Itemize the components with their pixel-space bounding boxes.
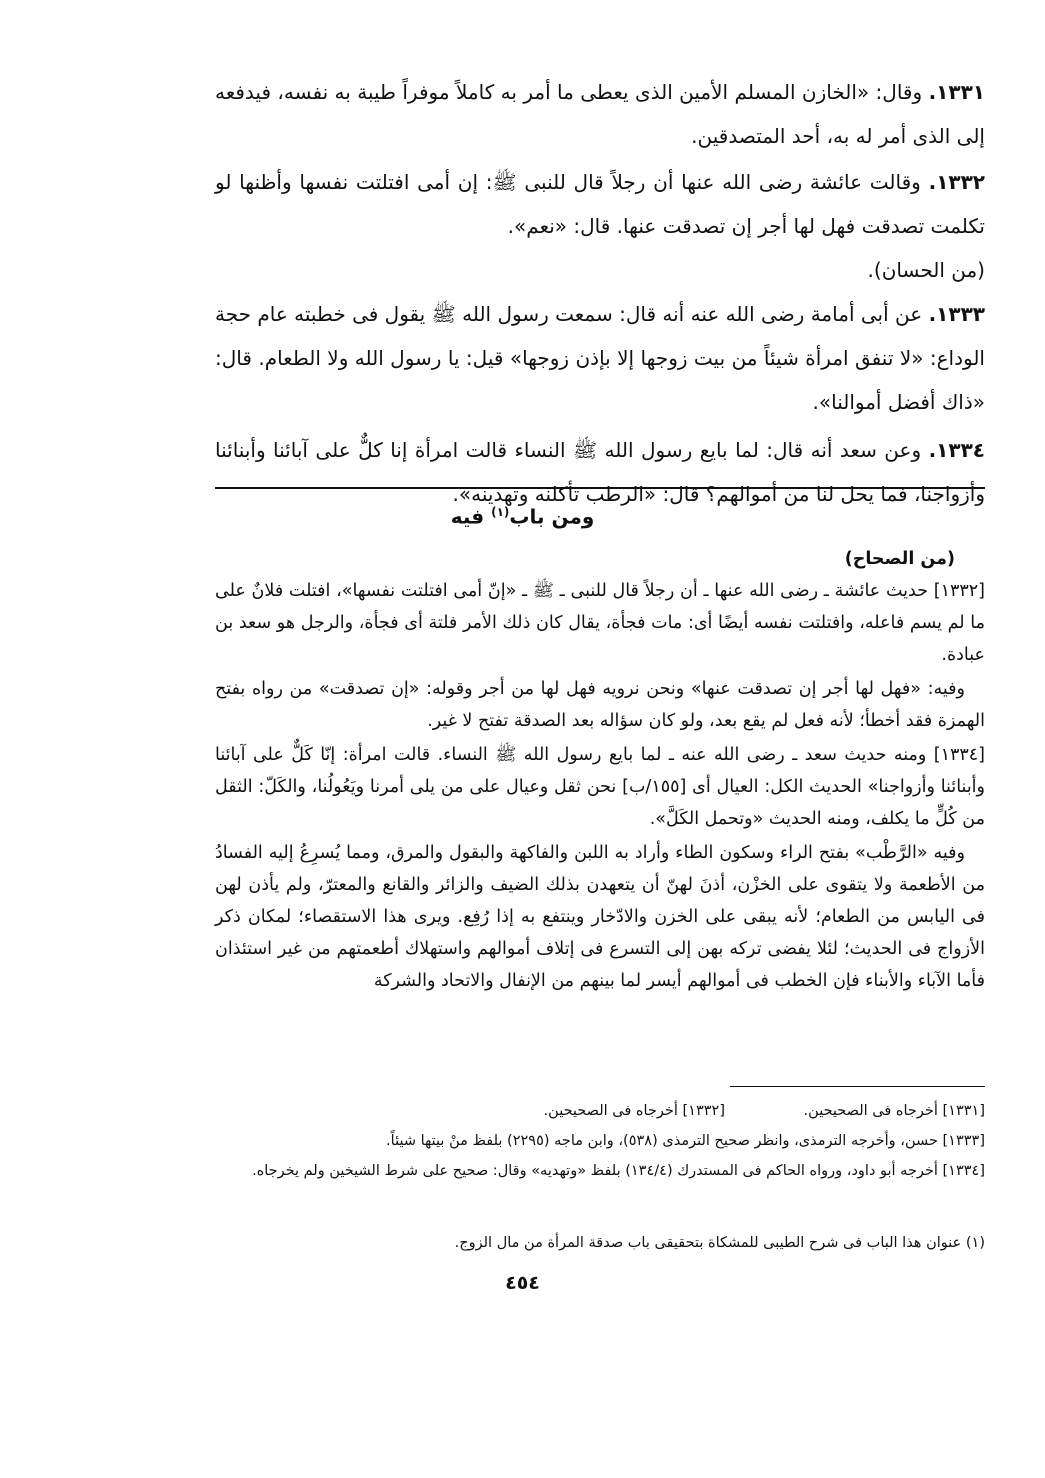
- hadith-1332: [215, 160, 985, 248]
- footnote-1334: [١٣٣٤] أخرجه أبو داود، ورواه الحاكم فى المستدرك (١٣٤/٤) بلفظ «وتهديه» وقال: صحيح على شرط الشيخين ولم يخرجاه.: [252, 1163, 985, 1179]
- hadith-number: ١٣٣١.: [928, 80, 985, 104]
- section-title: [0, 492, 1045, 537]
- footnote-1333: [١٣٣٣] حسن، وأخرجه الترمذى، وانظر صحيح الترمذى (٥٣٨)، وابن ماجه (٢٢٩٥) بلفظ منْ بيتها شيئاً.: [386, 1133, 985, 1149]
- hadith-number: ١٣٣٢.: [928, 170, 986, 194]
- section-title-text: ومن باب: [509, 504, 595, 529]
- footnote-marker: (١): [491, 505, 510, 519]
- hadith-1331: [215, 70, 985, 158]
- hadith-text: وقالت عائشة رضى الله عنها أن رجلاً قال للنبى ﷺ: إن أمى افتلتت نفسها وأظنها لو تكلمت تصدقت فهل لها أجر إن تصدقت عنها. قال: «نعم».: [215, 170, 985, 238]
- hadith-text: عن أبى أمامة رضى الله عنه أنه قال: سمعت رسول الله ﷺ يقول فى خطبته عام حجة الوداع: «لا تنفق امرأة شيئاً من بيت زوجها إلا بإذن زوجها» قيل: يا رسول الله ولا الطعام. قال: «ذاك أفضل أموالنا».: [215, 302, 985, 414]
- footnote-1332: [١٣٣٢] أخرجاه فى الصحيحين.: [543, 1103, 725, 1119]
- footnote-note-1: (١) عنوان هذا الباب فى شرح الطيبى للمشكاة بتحقيقى باب صدقة المرأة من مال الزوج.: [454, 1235, 985, 1251]
- hadith-section: [215, 70, 985, 516]
- footnote-divider: [730, 1086, 985, 1087]
- section-divider: [215, 487, 985, 489]
- commentary-paragraph: [١٣٣٢] حديث عائشة ـ رضى الله عنها ـ أن رجلاً قال للنبى ـ ﷺ ـ «إنّ أمى افتلتت نفسها»، افتلت فلانٌ على ما لم يسم فاعله، وافتلتت نفسه أيضًا أى: مات فجأة، يقال كان ذلك الأمر فلتة أى فجأة، والرجل هو سعد بن عبادة.: [215, 581, 985, 665]
- commentary-paragraph: [١٣٣٤] ومنه حديث سعد ـ رضى الله عنه ـ لما بايع رسول الله ﷺ النساء. قالت امرأة: إنّا كَلٌّ على آبائنا وأبنائنا وأزواجنا» الحديث الكل: العيال أى [١٥٥/ب] نحن ثقل وعيال على من يلى أمرنا ويَعُولُنا، والكَلّ: الثقل من كُلٍّ ما يكلف، ومنه الحديث «وتحمل الكَلَّ».: [215, 745, 985, 829]
- hadith-grade: (من الحسان).: [867, 258, 985, 282]
- page-number: ٤٥٤: [505, 1272, 540, 1294]
- commentary-source: (من الصحاح): [844, 549, 955, 569]
- hadith-number: ١٣٣٤.: [928, 438, 985, 462]
- footnote-row: [215, 1097, 985, 1125]
- hadith-1333: [215, 292, 985, 424]
- hadith-text: وعن سعد أنه قال: لما بايع رسول الله ﷺ النساء قالت امرأة إنا كلٌّ على آبائنا وأبنائنا وأزواجنا، فما يحل لنا من أموالهم؟ قال: «الرطب تأكلنه وتهدينه».: [215, 438, 985, 506]
- commentary-section: [215, 543, 985, 997]
- commentary-paragraph: وفيه «الرَّطْب» بفتح الراء وسكون الطاء وأراد به اللبن والفاكهة والبقول والمرق، ومما يُسرِعُ إليه الفسادُ من الأطعمة ولا يتقوى على الخزْن، أذنَ لهنّ أن يتعهدن بذلك الضيف والزائر والقانع والمعترّ، ولم يأذن لهن فى اليابس من الطعام؛ لأنه يبقى على الخزن والادّخار وينتفع به إذا رُفِع. ويرى هذا الاستقصاء؛ لمكان ذكر الأزواج فى الحديث؛ لئلا يفضى تركه بهن إلى التسرع فى إتلاف أموالهم واستهلاك أطعمتهم من غير استئذان فأما الآباء والأبناء فإن الخطب فى أموالهم أيسر لما بينهم من الإنفال والاتحاد والشركة: [215, 843, 985, 991]
- hadith-text: وقال: «الخازن المسلم الأمين الذى يعطى ما أمر به كاملاً موفراً طيبة به نفسه، فيدفعه إلى الذى أمر له به، أحد المتصدقين.: [215, 80, 985, 148]
- footnote-1331: [١٣٣١] أخرجاه فى الصحيحين.: [803, 1103, 985, 1119]
- commentary-paragraph: وفيه: «فهل لها أجر إن تصدقت عنها» ونحن نرويه فهل لها من أجر وقوله: «إن تصدقت» من رواه بفتح الهمزة فقد أخطأ؛ لأنه فعل لم يقع بعد، ولو كان سؤاله بعد الصدقة تفتح لا غير.: [215, 679, 985, 731]
- hadith-number: ١٣٣٣.: [928, 302, 985, 326]
- section-title-end: فيه: [450, 504, 485, 529]
